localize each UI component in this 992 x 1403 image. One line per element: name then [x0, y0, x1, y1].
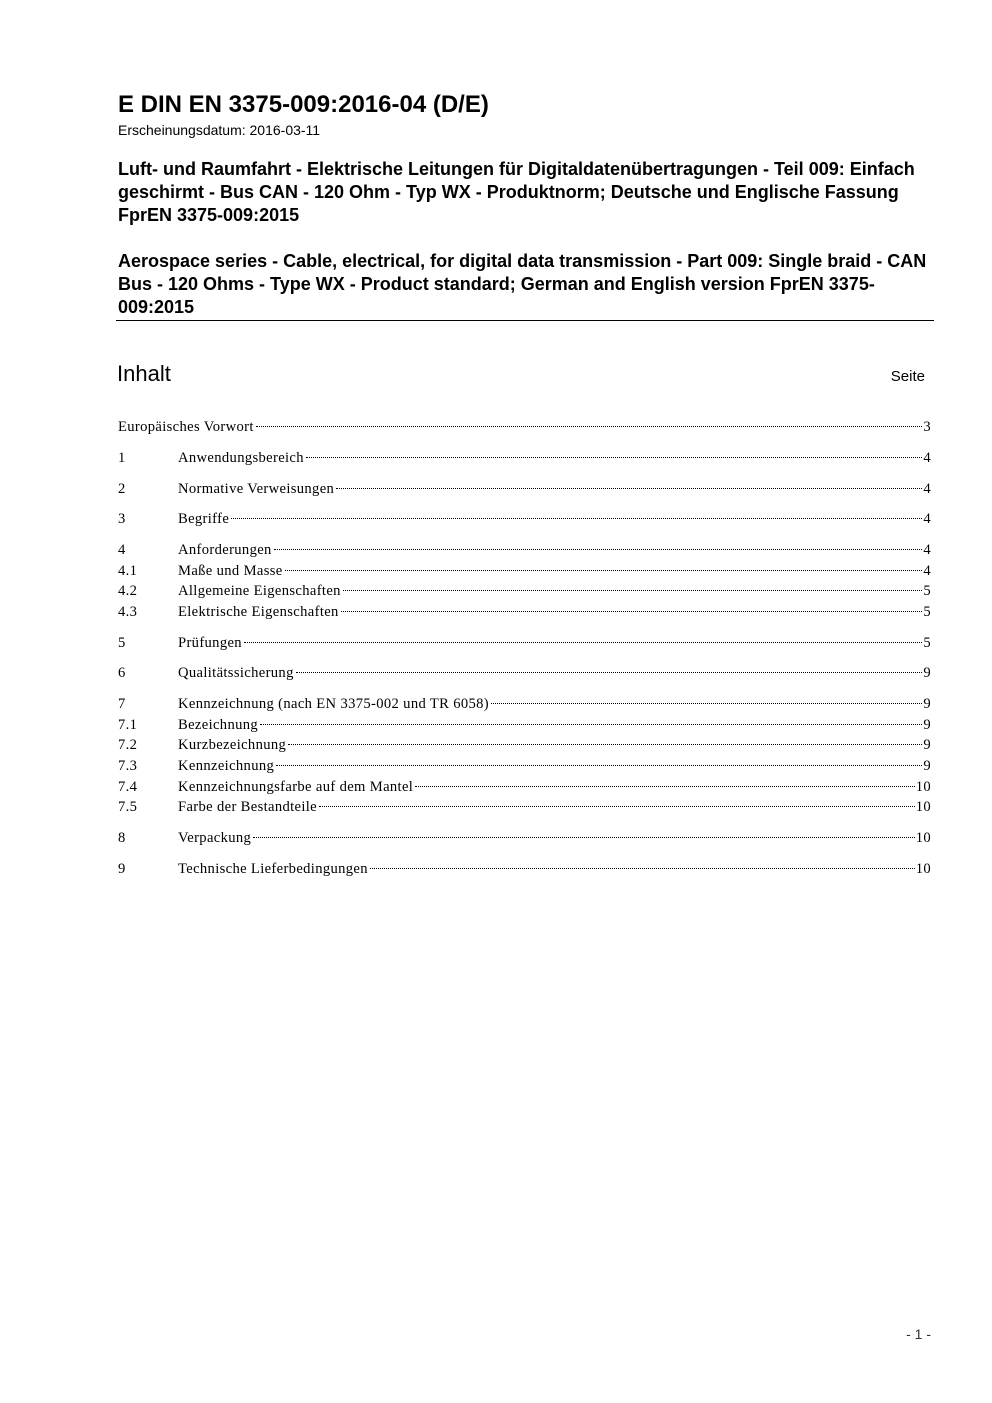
toc-entry-number: 1 [118, 449, 126, 466]
toc-dot-leader [244, 642, 922, 643]
toc-entry-number: 6 [118, 665, 126, 682]
toc-entry-page: 9 [923, 758, 931, 775]
toc-entry[interactable] [118, 756, 931, 777]
toc-entry-number: 2 [118, 480, 126, 497]
toc-dot-leader [260, 724, 922, 725]
title-german: Luft- und Raumfahrt - Elektrische Leitungen für Digitaldatenübertragungen - Teil 009: Einfach geschirmt - Bus CAN - 120 Ohm - Typ WX - Produktnorm; Deutsche und Englische Fassung FprEN 3375-009:2015 [118, 159, 915, 225]
toc-entry[interactable] [118, 859, 931, 880]
table-of-contents [118, 417, 931, 879]
toc-entry-title: Europäisches Vorwort [118, 419, 254, 435]
toc-entry-number: 7.1 [118, 716, 138, 733]
toc-entry-page: 5 [923, 634, 931, 651]
publication-date: Erscheinungsdatum: 2016-03-11 [118, 122, 321, 138]
toc-entry[interactable] [118, 602, 931, 623]
toc-entry[interactable] [118, 828, 931, 849]
toc-entry[interactable] [118, 715, 931, 736]
toc-page-column-heading: Seite [890, 368, 925, 385]
toc-dot-leader [319, 806, 915, 807]
document-code: E DIN EN 3375-009:2016-04 (D/E) [118, 91, 489, 118]
toc-entry-page: 4 [923, 562, 931, 579]
toc-entry[interactable] [118, 777, 931, 798]
toc-entry[interactable] [118, 561, 931, 582]
toc-entry-title: Kennzeichnungsfarbe auf dem Mantel [178, 778, 414, 795]
toc-dot-leader [276, 765, 922, 766]
title-divider [116, 320, 934, 321]
toc-entry-number: 3 [118, 511, 126, 528]
toc-entry-title: Verpackung [178, 830, 252, 846]
toc-entry[interactable] [118, 540, 931, 561]
toc-dot-leader [415, 786, 915, 787]
toc-entry-page: 10 [915, 860, 931, 877]
toc-entry-page: 5 [923, 603, 931, 620]
toc-entry-title: Maße und Masse [178, 562, 283, 579]
toc-entry-title: Farbe der Bestandteile [178, 799, 317, 816]
page-number: - 1 - [906, 1326, 931, 1342]
toc-dot-leader [343, 590, 923, 591]
toc-entry-title: Elektrische Eigenschaften [178, 603, 339, 620]
toc-dot-leader [256, 426, 923, 427]
toc-entry-number: 7.3 [118, 758, 138, 775]
toc-dot-leader [306, 457, 922, 458]
toc-entry-number: 7 [118, 696, 126, 713]
toc-dot-leader [274, 549, 923, 550]
toc-entry-page: 4 [923, 542, 931, 559]
toc-entry[interactable] [118, 633, 931, 654]
toc-dot-leader [285, 570, 923, 571]
toc-dot-leader [296, 672, 923, 673]
toc-dot-leader [370, 868, 915, 869]
toc-entry[interactable] [118, 417, 931, 438]
toc-dot-leader [491, 703, 922, 704]
toc-entry-page: 4 [923, 480, 931, 497]
toc-entry-page: 4 [923, 449, 931, 466]
toc-entry-number: 4 [118, 542, 126, 559]
toc-entry[interactable] [118, 735, 931, 756]
toc-entry-number: 7.2 [118, 737, 138, 754]
toc-entry-number: 7.4 [118, 778, 138, 795]
toc-entry-page: 9 [923, 696, 931, 713]
toc-entry-page: 10 [915, 830, 931, 846]
toc-entry-title: Normative Verweisungen [178, 480, 335, 497]
toc-entry[interactable] [118, 448, 931, 469]
toc-entry-title: Begriffe [178, 511, 230, 528]
toc-entry-number: 4.3 [118, 603, 138, 620]
toc-entry-title: Kennzeichnung (nach EN 3375-002 und TR 6058) [178, 696, 489, 713]
toc-entry-number: 4.1 [118, 562, 138, 579]
toc-dot-leader [231, 518, 922, 519]
toc-entry-title: Allgemeine Eigenschaften [178, 583, 341, 600]
toc-entry-title: Anforderungen [178, 542, 272, 559]
toc-entry-number: 8 [118, 830, 126, 846]
toc-entry-title: Bezeichnung [178, 716, 259, 733]
toc-entry-number: 7.5 [118, 799, 138, 816]
title-english: Aerospace series - Cable, electrical, for digital data transmission - Part 009: Single braid - CAN Bus - 120 Ohms - Type WX - Product standard; German and English version FprEN 3375-009:2015 [118, 251, 927, 317]
toc-entry-number: 5 [118, 634, 126, 651]
toc-entry-title: Kennzeichnung [178, 758, 275, 775]
toc-dot-leader [341, 611, 923, 612]
toc-entry-page: 9 [923, 665, 931, 682]
toc-entry[interactable] [118, 581, 931, 602]
toc-entry[interactable] [118, 663, 931, 684]
toc-entry-page: 9 [923, 716, 931, 733]
toc-entry-page: 3 [923, 419, 931, 435]
toc-entry-page: 10 [915, 778, 931, 795]
toc-dot-leader [288, 744, 922, 745]
toc-entry-title: Prüfungen [178, 634, 242, 651]
toc-entry-title: Anwendungsbereich [178, 449, 304, 466]
toc-entry-title: Kurzbezeichnung [178, 737, 287, 754]
toc-entry[interactable] [118, 797, 931, 818]
toc-entry[interactable] [118, 694, 931, 715]
toc-dot-leader [336, 488, 922, 489]
toc-entry-title: Qualitätssicherung [178, 665, 294, 682]
toc-entry[interactable] [118, 479, 931, 500]
toc-heading: Inhalt [117, 361, 171, 386]
toc-entry-number: 9 [118, 860, 126, 877]
toc-entry-number: 4.2 [118, 583, 138, 600]
toc-entry-title: Technische Lieferbedingungen [178, 860, 368, 877]
toc-entry-page: 5 [923, 583, 931, 600]
toc-entry-page: 9 [923, 737, 931, 754]
toc-entry-page: 4 [923, 511, 931, 528]
toc-dot-leader [253, 837, 915, 838]
toc-entry[interactable] [118, 509, 931, 530]
toc-entry-page: 10 [915, 799, 931, 816]
